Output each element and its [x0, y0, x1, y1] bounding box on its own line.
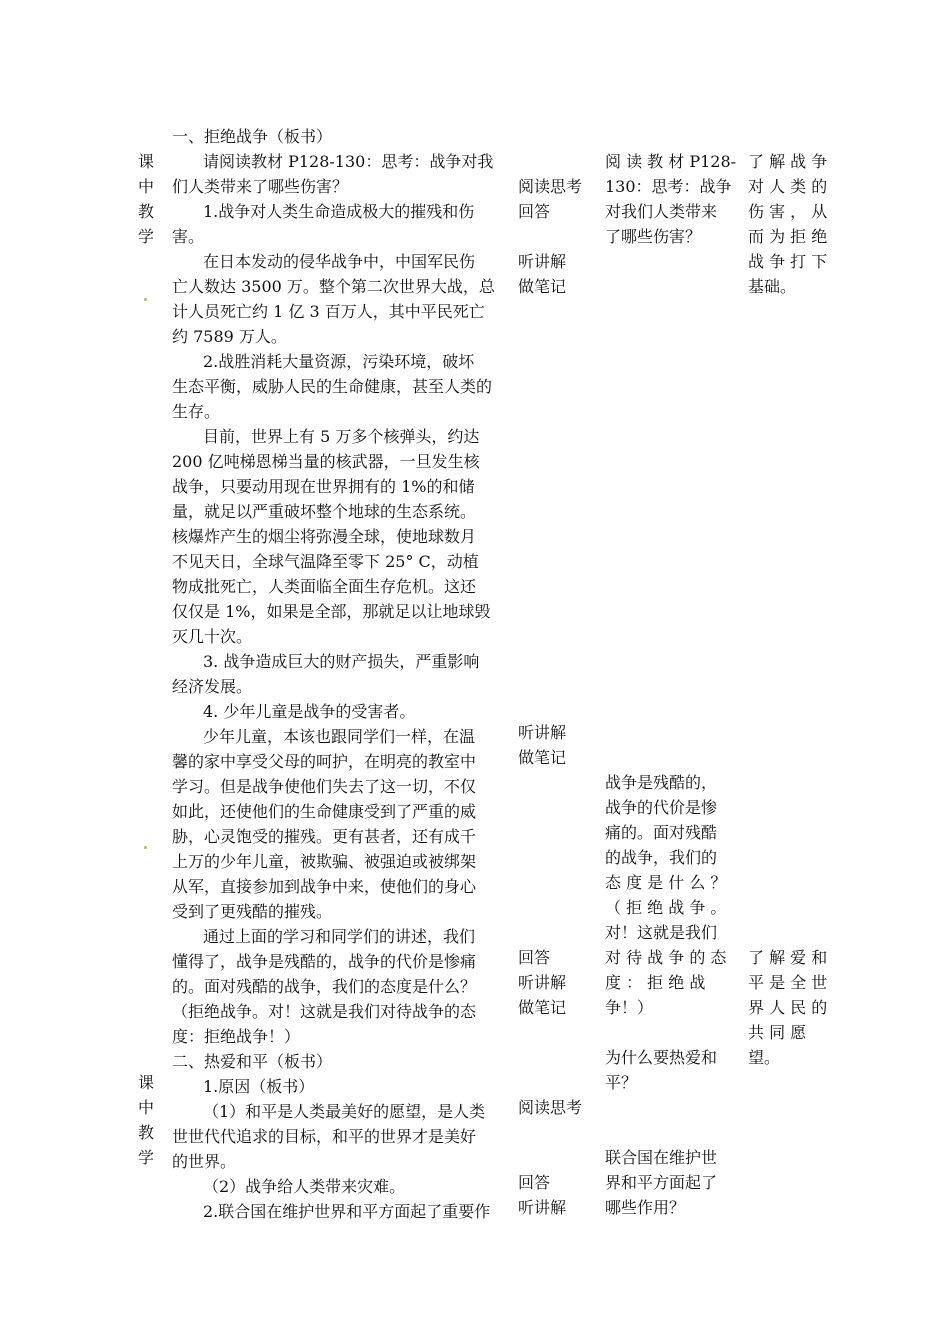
side-label-char: 中	[137, 1098, 154, 1117]
design-intent-line: 为什么要热爱和	[605, 1048, 718, 1067]
content-line: 懂得了，战争是残酷的，战争的代价是惨痛	[172, 952, 477, 971]
design-intent-line: 战争的代价是惨	[605, 798, 718, 817]
content-line: 少年儿童，本该也跟同学们一样，在温	[203, 727, 476, 746]
student-activity-line: 回答	[518, 1173, 551, 1192]
content-line: 请阅读教材 P128-130：思考：战争对我	[203, 152, 494, 171]
design-intent-line: （ 拒 绝 战 争 。	[605, 898, 727, 917]
design-intent-line: 阅 读 教 材 P128-	[605, 152, 737, 171]
student-activity-line: 做笔记	[518, 277, 567, 296]
side-label-char: 教	[137, 202, 154, 221]
content-line: 战争，只要动用现在世界拥有的 1%的和储	[172, 477, 475, 496]
content-line: 度：拒绝战争！）	[172, 1027, 301, 1046]
content-line: 的。面对残酷的战争，我们的态度是什么？	[172, 977, 477, 996]
student-activity-line: 回答	[518, 948, 551, 967]
design-intent-line: 战争是残酷的，	[605, 773, 718, 792]
design-intent-line: 联合国在维护世	[605, 1148, 718, 1167]
content-line: 二、热爱和平（板书）	[172, 1052, 333, 1071]
content-line: 胁，心灵饱受的摧残。更有甚者，还有成千	[172, 827, 477, 846]
content-line: 的世界。	[172, 1152, 237, 1171]
design-intent-line: 对！这就是我们	[605, 923, 718, 942]
objective-line: 伤 害 ， 从	[748, 202, 828, 221]
student-activity-line: 做笔记	[518, 748, 567, 767]
content-line: 约 7589 万人。	[172, 327, 287, 346]
content-line: （拒绝战争。对！这就是我们对待战争的态	[172, 1002, 477, 1021]
design-intent-line: 130：思考：战争	[605, 177, 732, 196]
content-line: 亡人数达 3500 万。整个第二次世界大战，总	[172, 277, 495, 296]
content-line: 通过上面的学习和同学们的讲述，我们	[203, 927, 476, 946]
student-activity-line: 阅读思考	[518, 1098, 583, 1117]
content-line: 量，就足以严重破坏整个地球的生态系统。	[172, 502, 477, 521]
objective-line: 而 为 拒 绝	[748, 227, 828, 246]
content-line: 从军，直接参加到战争中来，使他们的身心	[172, 877, 477, 896]
objective-line: 了 解 战 争	[748, 152, 828, 171]
objective-line: 望。	[748, 1048, 781, 1067]
objective-line: 了 解 爱 和	[748, 948, 828, 967]
design-intent-line: 了哪些伤害？	[605, 227, 702, 246]
content-line: 如此，还使他们的生命健康受到了严重的威	[172, 802, 477, 821]
content-line: 4. 少年儿童是战争的受害者。	[203, 702, 416, 721]
design-intent-line: 痛的。面对残酷	[605, 823, 718, 842]
content-line: 学习。但是战争使他们失去了这一切，不仅	[172, 777, 477, 796]
side-label-char: 学	[137, 227, 154, 246]
objective-line: 对 人 类 的	[748, 177, 828, 196]
side-label-char: 教	[137, 1123, 154, 1142]
content-line: 灭几十次。	[172, 627, 253, 646]
content-line: 计人员死亡约 1 亿 3 百万人，其中平民死亡	[172, 302, 485, 321]
side-label-char: 课	[137, 1073, 154, 1092]
content-line: 1.原因（板书）	[203, 1077, 315, 1096]
content-line: 经济发展。	[172, 677, 253, 696]
design-intent-line: 对 待 战 争 的 态	[605, 948, 727, 967]
content-line: 生存。	[172, 402, 221, 421]
objective-line: 界 人 民 的	[748, 998, 828, 1017]
student-activity-line: 听讲解	[518, 252, 567, 271]
content-line: 200 亿吨梯恩梯当量的核武器，一旦发生核	[172, 452, 480, 471]
content-line: 馨的家中享受父母的呵护，在明亮的教室中	[172, 752, 477, 771]
content-line: 受到了更残酷的摧残。	[172, 902, 333, 921]
content-line: 上万的少年儿童，被欺骗、被强迫或被绑架	[172, 852, 477, 871]
content-line: 核爆炸产生的烟尘将弥漫全球，使地球数月	[172, 527, 477, 546]
student-activity-line: 阅读思考	[518, 177, 583, 196]
design-intent-line: 态 度 是 什 么 ？	[605, 873, 727, 892]
scan-speck	[144, 846, 147, 849]
design-intent-line: 哪些作用？	[605, 1198, 686, 1217]
content-line: 1.战争对人类生命造成极大的摧残和伤	[203, 202, 475, 221]
student-activity-line: 回答	[518, 202, 551, 221]
objective-line: 共 同 愿	[748, 1023, 807, 1042]
design-intent-line: 争！）	[605, 998, 654, 1017]
content-line: 物成批死亡，人类面临全面生存危机。这还	[172, 577, 477, 596]
content-line: 2.联合国在维护世界和平方面起了重要作	[203, 1202, 491, 1221]
content-line: 们人类带来了哪些伤害？	[172, 177, 349, 196]
design-intent-line: 的战争，我们的	[605, 848, 718, 867]
side-label-char: 学	[137, 1148, 154, 1167]
content-line: 害。	[172, 227, 205, 246]
side-label-char: 中	[137, 177, 154, 196]
content-line: 目前，世界上有 5 万多个核弹头，约达	[203, 427, 480, 446]
content-line: （2）战争给人类带来灾难。	[203, 1177, 406, 1196]
design-intent-line: 平？	[605, 1073, 638, 1092]
section-title: 一、拒绝战争（板书）	[172, 127, 333, 146]
design-intent-line: 界和平方面起了	[605, 1173, 718, 1192]
content-line: 在日本发动的侵华战争中，中国军民伤	[203, 252, 476, 271]
content-line: （1）和平是人类最美好的愿望，是人类	[203, 1102, 486, 1121]
side-label-char: 课	[137, 152, 154, 171]
objective-line: 战 争 打 下	[748, 252, 828, 271]
student-activity-line: 听讲解	[518, 1198, 567, 1217]
content-line: 2.战胜消耗大量资源，污染环境，破坏	[203, 352, 475, 371]
student-activity-line: 听讲解	[518, 973, 567, 992]
objective-line: 平 是 全 世	[748, 973, 828, 992]
scan-speck	[144, 298, 147, 301]
content-line: 3. 战争造成巨大的财产损失，严重影响	[203, 652, 480, 671]
content-line: 不见天日，全球气温降至零下 25° C，动植	[172, 552, 479, 571]
design-intent-line: 度 ： 拒 绝 战	[605, 973, 706, 992]
design-intent-line: 对我们人类带来	[605, 202, 718, 221]
content-line: 生态平衡，威胁人民的生命健康，甚至人类的	[172, 377, 493, 396]
student-activity-line: 听讲解	[518, 723, 567, 742]
student-activity-line: 做笔记	[518, 998, 567, 1017]
content-line: 仅仅是 1%，如果是全部，那就足以让地球毁	[172, 602, 491, 621]
content-line: 世世代代追求的目标，和平的世界才是美好	[172, 1127, 477, 1146]
objective-line: 基础。	[748, 277, 797, 296]
